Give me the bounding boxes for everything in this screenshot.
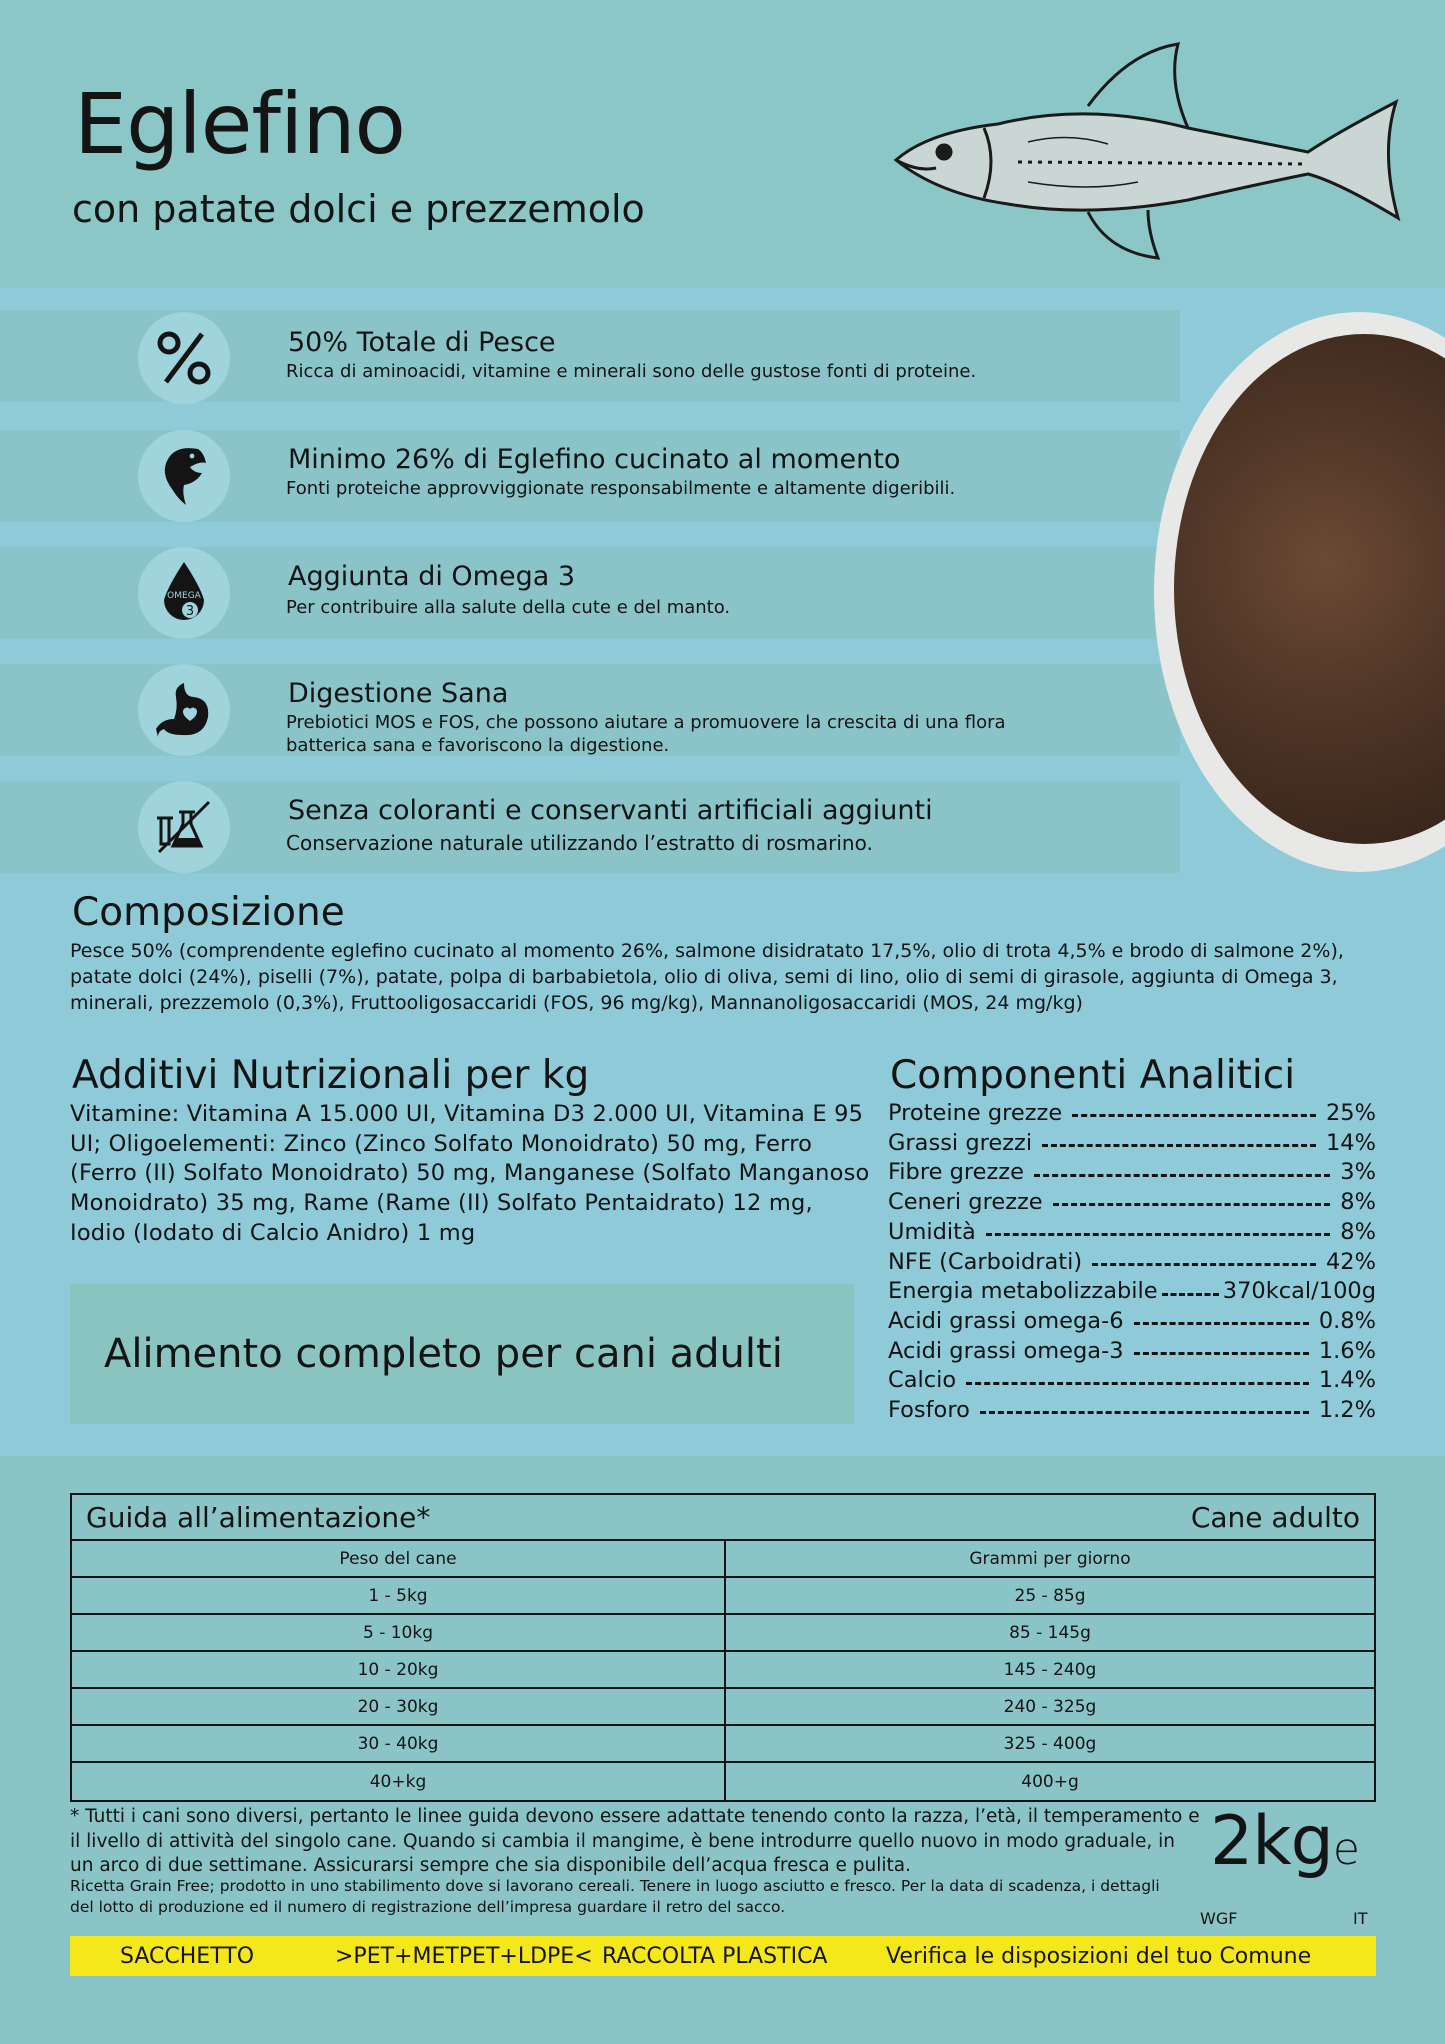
- product-subtitle: con patate dolci e prezzemolo: [72, 187, 645, 231]
- code-right: IT: [1353, 1909, 1368, 1928]
- feature-title-total-fish: 50% Totale di Pesce: [288, 327, 556, 358]
- table-header-row: [72, 1541, 1374, 1578]
- feature-title-haddock: Minimo 26% di Eglefino cucinato al momento: [288, 444, 901, 475]
- feature-title-no-additives: Senza coloranti e conservanti artificiali aggiunti: [288, 795, 933, 826]
- leader-dots: [1072, 1114, 1316, 1117]
- no-additives-icon: [138, 781, 230, 873]
- leader-dots: [980, 1411, 1309, 1414]
- analytics-name: Ceneri grezze: [888, 1189, 1043, 1216]
- column-header-grams: Grammi per giorno: [724, 1541, 1374, 1576]
- net-weight-value: 2kg: [1210, 1802, 1333, 1881]
- feature-title-omega3: Aggiunta di Omega 3: [288, 561, 576, 592]
- analytics-row: [888, 1218, 1376, 1248]
- table-cell: 30 - 40kg: [357, 1733, 439, 1754]
- analytics-name: Acidi grassi omega-3: [888, 1337, 1124, 1364]
- analytics-value: 3%: [1340, 1159, 1376, 1186]
- omega3-drop-icon: [138, 547, 230, 639]
- recycling-item: SACCHETTO: [120, 1943, 255, 1969]
- leader-dots: [1162, 1293, 1219, 1296]
- composition-heading: Composizione: [72, 890, 345, 935]
- table-cell: 20 - 30kg: [357, 1696, 439, 1717]
- table-cell: 25 - 85g: [724, 1578, 1374, 1613]
- analytics-name: Calcio: [888, 1367, 957, 1394]
- table-cell: 325 - 400g: [724, 1726, 1374, 1761]
- analytics-value: 8%: [1340, 1218, 1376, 1245]
- feature-title-digestion: Digestione Sana: [288, 678, 509, 709]
- table-cell: 40+kg: [369, 1771, 427, 1792]
- feeding-guide-target: Cane adulto: [1190, 1500, 1360, 1534]
- table-row: [72, 1689, 1374, 1726]
- table-cell: 240 - 325g: [724, 1689, 1374, 1724]
- storage-note: Ricetta Grain Free; prodotto in uno stabilimento dove si lavorano cereali. Tenere in luogo asciutto e fresco. Per la data di scadenza, i dettagli del lotto di produzione ed il numero di registrazione dell’impresa guardare il retro del sacco.: [70, 1877, 1160, 1916]
- leader-dots: [986, 1233, 1331, 1236]
- recycling-collection: RACCOLTA PLASTICA: [602, 1943, 828, 1969]
- analytics-row: [888, 1277, 1376, 1307]
- svg-text:OMEGA: OMEGA: [167, 591, 201, 601]
- leader-dots: [1053, 1203, 1331, 1206]
- leader-dots: [1134, 1352, 1309, 1355]
- feeding-guide-title: Guida all’alimentazione*: [86, 1500, 431, 1534]
- analytics-value: 42%: [1325, 1248, 1376, 1275]
- analytics-value: 14%: [1325, 1129, 1376, 1156]
- analytics-value: 8%: [1340, 1189, 1376, 1216]
- recycling-material: >PET+METPET+LDPE<: [335, 1943, 593, 1969]
- analytics-row: [888, 1366, 1376, 1396]
- feature-desc-total-fish: Ricca di aminoacidi, vitamine e minerali sono delle gustose fonti di proteine.: [286, 361, 977, 382]
- complete-food-label: Alimento completo per cani adulti: [104, 1331, 783, 1377]
- feeding-guide-header: [72, 1495, 1374, 1541]
- analytics-name: Fosforo: [888, 1397, 970, 1423]
- additives-text: Vitamine: Vitamina A 15.000 UI, Vitamina D3 2.000 UI, Vitamina E 95 UI; Oligoelementi: Zinco (Zinco Solfato Monoidrato) 50 mg, Ferro (Ferro (II) Solfato Monoidrato) 50 mg, Manganese (Solfato Manganoso Monoidrato) 35 mg, Rame (Rame (II) Solfato Pentaidrato) 12 mg, Iodio (Iodato di Calcio Anidro) 1 mg: [70, 1101, 870, 1246]
- leader-dots: [1034, 1174, 1330, 1177]
- analytics-name: Energia metabolizzabile: [888, 1278, 1158, 1305]
- analytics-name: Fibre grezze: [888, 1159, 1024, 1186]
- analytics-row: [888, 1158, 1376, 1188]
- composition-text: Pesce 50% (comprendente eglefino cucinato al momento 26%, salmone disidratato 17,5%, olio di trota 4,5% e brodo di salmone 2%), patate dolci (24%), piselli (7%), patate, polpa di barbabietola, olio di oliva, semi di lino, olio di semi di girasole, aggiunta di Omega 3, minerali, prezzemolo (0,3%), Fruttooligosaccaridi (FOS, 96 mg/kg), Mannanoligosaccaridi (MOS, 24 mg/kg): [70, 940, 1344, 1015]
- analytics-value: 370kcal/100g: [1222, 1278, 1376, 1305]
- table-cell: 85 - 145g: [724, 1615, 1374, 1650]
- feature-desc-digestion: Prebiotici MOS e FOS, che possono aiutare a promuovere la crescita di una flora batterica sana e favoriscono la digestione.: [286, 712, 1006, 757]
- analytics-name: Umidità: [888, 1218, 976, 1245]
- analytics-value: 1.6%: [1318, 1337, 1376, 1364]
- analytics-value: 1.4%: [1318, 1367, 1376, 1394]
- net-weight: [1210, 1802, 1359, 1881]
- analytics-row: [888, 1099, 1376, 1129]
- leader-dots: [966, 1382, 1309, 1385]
- percent-icon: [138, 312, 230, 404]
- feature-desc-omega3: Per contribuire alla salute della cute e del manto.: [286, 597, 731, 618]
- table-cell: 1 - 5kg: [368, 1585, 428, 1606]
- analytics-name: Proteine grezze: [888, 1100, 1063, 1126]
- complete-food-box: [70, 1284, 854, 1424]
- table-row: [72, 1578, 1374, 1615]
- analytics-row: [888, 1396, 1376, 1426]
- table-cell: 400+g: [724, 1763, 1374, 1800]
- analytics-heading: Componenti Analitici: [890, 1053, 1296, 1098]
- analytics-name: Acidi grassi omega-6: [888, 1307, 1124, 1334]
- additives-heading: Additivi Nutrizionali per kg: [72, 1053, 590, 1098]
- analytics-row: [888, 1248, 1376, 1278]
- analytics-name: Grassi grezzi: [888, 1129, 1033, 1156]
- code-left: WGF: [1200, 1909, 1238, 1928]
- recycling-bar: [70, 1936, 1376, 1976]
- fish-illustration: [888, 32, 1408, 272]
- stomach-heart-icon: [138, 664, 230, 756]
- recycling-advice: Verifica le disposizioni del tuo Comune: [886, 1943, 1312, 1969]
- analytics-row: [888, 1337, 1376, 1367]
- table-cell: 10 - 20kg: [357, 1659, 439, 1680]
- table-row: [72, 1726, 1374, 1763]
- feeding-guide-table: [70, 1493, 1376, 1802]
- analytics-name: NFE (Carboidrati): [888, 1248, 1083, 1275]
- analytics-value: 25%: [1325, 1100, 1376, 1126]
- table-row: [72, 1615, 1374, 1652]
- leader-dots: [1134, 1322, 1309, 1325]
- table-row: [72, 1763, 1374, 1800]
- estimated-sign-icon: e: [1332, 1824, 1359, 1875]
- table-cell: 145 - 240g: [724, 1652, 1374, 1687]
- table-row: [72, 1652, 1374, 1689]
- feature-desc-no-additives: Conservazione naturale utilizzando l’estratto di rosmarino.: [286, 831, 873, 855]
- analytics-row: [888, 1129, 1376, 1159]
- fish-icon: [138, 430, 230, 522]
- leader-dots: [1092, 1263, 1316, 1266]
- analytics-row: [888, 1307, 1376, 1337]
- feature-desc-haddock: Fonti proteiche approvviggionate responsabilmente e altamente digeribili.: [286, 478, 956, 499]
- table-cell: 5 - 10kg: [362, 1622, 434, 1643]
- feeding-footnote: * Tutti i cani sono diversi, pertanto le linee guida devono essere adattate tenendo conto la razza, l’età, il temperamento e il livello di attività del singolo cane. Quando si cambia il mangime, è bene introdurre quello nuovo in modo graduale, in un arco di due settimane. Assicurarsi sempre che sia disponibile dell’acqua fresca e pulita.: [70, 1806, 1200, 1877]
- analytics-row: [888, 1188, 1376, 1218]
- svg-text:3: 3: [185, 604, 195, 619]
- column-header-weight: Peso del cane: [339, 1548, 457, 1569]
- analytics-value: 1.2%: [1318, 1397, 1376, 1423]
- analytics-value: 0.8%: [1318, 1307, 1376, 1334]
- product-title: Eglefino: [74, 75, 405, 173]
- leader-dots: [1042, 1144, 1316, 1147]
